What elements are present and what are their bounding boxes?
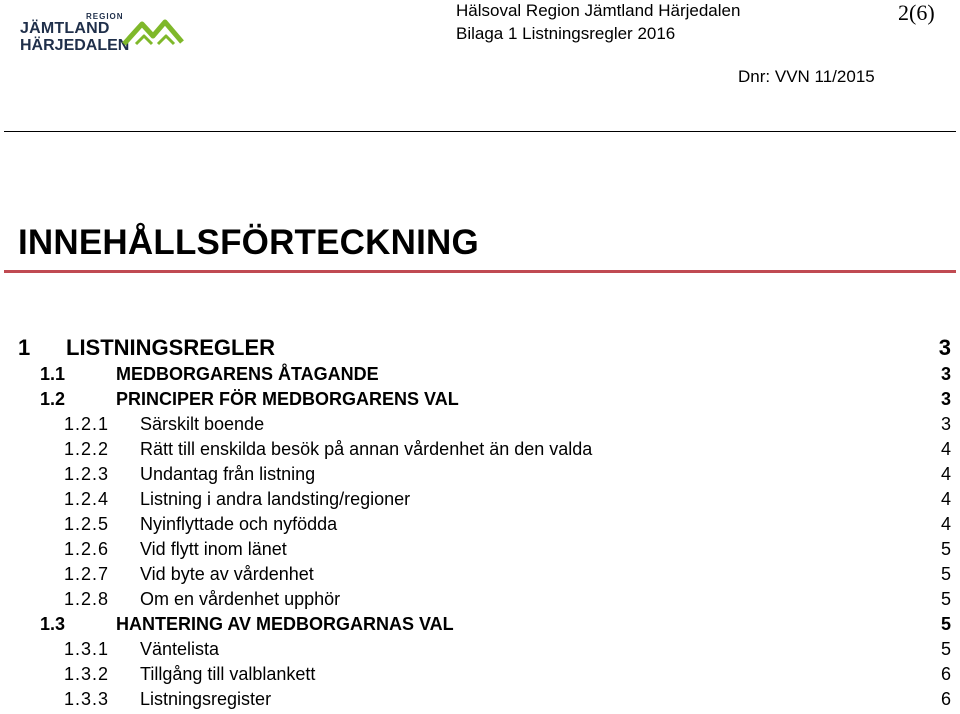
toc-entry-number: 1.3.2 [64,664,110,684]
toc-entry-number: 1.2 [40,389,66,409]
toc-entry-number: 1 [18,335,31,360]
toc-entry-number: 1.2.4 [64,489,110,509]
logo-line-harjedalen: HÄRJEDALEN [20,37,130,54]
toc-entry-number: 1.3.3 [64,689,110,709]
toc-entry-number: 1.2.6 [64,539,110,559]
toc-entry-page: 3 [940,364,951,384]
dnr-value: VVN 11/2015 [774,67,875,86]
toc-entry-page: 3 [940,389,951,409]
toc-entry-title: Listningsregister [140,689,272,709]
page-title: INNEHÅLLSFÖRTECKNING [18,223,479,262]
toc-entry-page: 5 [940,614,951,634]
header-document-title: Bilaga 1 Listningsregler 2016 [456,24,676,43]
toc-entry-number: 1.3.1 [64,639,110,659]
toc-entry-title: Tillgång till valblankett [140,664,316,684]
toc-entry-page: 3 [938,335,951,360]
toc-entry-number: 1.2.3 [64,464,110,484]
toc-entry-title: LISTNINGSREGLER [66,335,276,360]
toc-entry-page: 6 [940,664,951,684]
toc-entry-title: Väntelista [140,639,220,659]
toc-entry-title: Listning i andra landsting/regioner [140,489,411,509]
toc-entry-page: 5 [940,639,951,659]
toc-entry-page: 4 [940,439,951,459]
toc-entry-title: Vid flytt inom länet [140,539,287,559]
toc-entry-number: 1.2.2 [64,439,110,459]
toc-entry-number: 1.3 [40,614,66,634]
toc-entry-title: Om en vårdenhet upphör [140,589,341,609]
toc-entry-number: 1.2.5 [64,514,110,534]
toc-entry-number: 1.2.7 [64,564,110,584]
toc-entry-page: 3 [940,414,951,434]
logo-line-jamtland: JÄMTLAND [20,20,110,37]
toc-entry-page: 5 [940,589,951,609]
toc-entry-number: 1.2.1 [64,414,110,434]
header-organization: Hälsoval Region Jämtland Härjedalen [456,1,741,20]
toc-entry-title: Undantag från listning [140,464,316,484]
toc-entry-page: 6 [940,689,951,709]
toc-entry-title: PRINCIPER FÖR MEDBORGARENS VAL [116,389,459,409]
page-indicator: 2(6) [898,0,935,25]
toc-entry-number: 1.2.8 [64,589,110,609]
toc-entry-title: Särskilt boende [140,414,265,434]
toc-entry-page: 4 [940,464,951,484]
toc-entry-title: Vid byte av vårdenhet [140,564,314,584]
dnr-label: Dnr: [738,67,771,86]
toc-entry-title: MEDBORGARENS ÅTAGANDE [116,364,379,384]
toc-entry-page: 4 [940,489,951,509]
logo-region-label: REGION [86,12,124,21]
toc-entry-page: 4 [940,514,951,534]
toc-entry-page: 5 [940,539,951,559]
toc-entry-number: 1.1 [40,364,66,384]
toc-entry-title: Nyinflyttade och nyfödda [140,514,338,534]
toc-entry-page: 5 [940,564,951,584]
toc-entry-title: Rätt till enskilda besök på annan vårdenhet än den valda [140,439,593,459]
toc-entry-title: HANTERING AV MEDBORGARNAS VAL [116,614,454,634]
